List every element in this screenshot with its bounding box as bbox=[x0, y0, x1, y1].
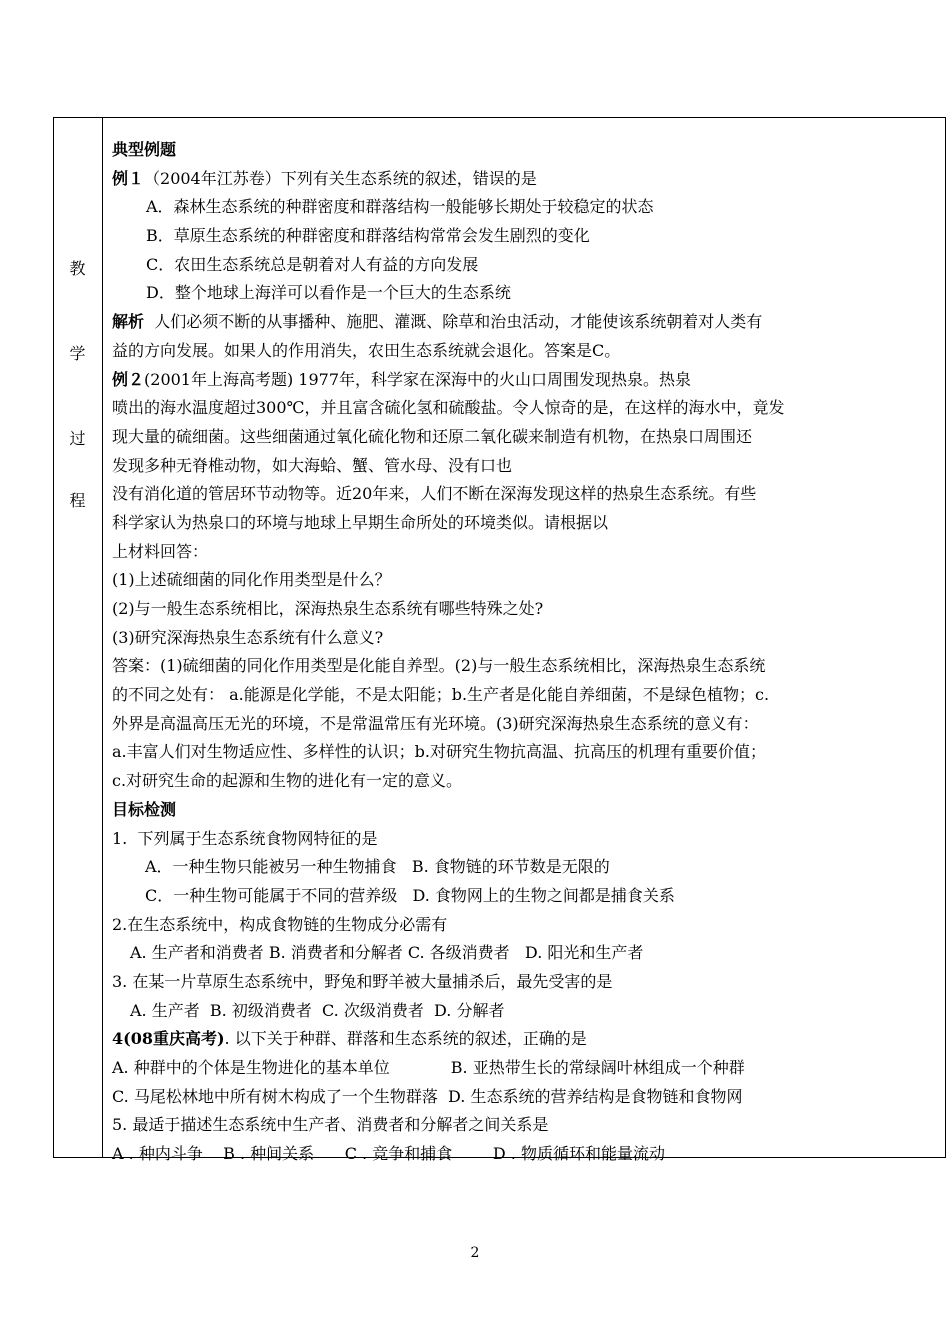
example-2-line: (1)上述硫细菌的同化作用类型是什么？ bbox=[112, 570, 391, 590]
question-4-stem: 4(08重庆高考). 以下关于种群、群落和生态系统的叙述，正确的是 bbox=[112, 1029, 587, 1049]
analysis-label: 解析 bbox=[112, 312, 145, 332]
question-4-options: A. 种群中的个体是生物进化的基本单位 B. 亚热带生长的常绿阔叶林组成一个种群 bbox=[112, 1058, 745, 1077]
question-1-options: A．一种生物只能被另一种生物捕食 B. 食物链的环节数是无限的 bbox=[145, 857, 610, 877]
example-2-line: 上材料回答： bbox=[112, 541, 209, 561]
lesson-content bbox=[112, 136, 884, 1169]
example-label: 例１ bbox=[112, 168, 145, 188]
option-line: C．农田生态系统总是朝着对人有益的方向发展 bbox=[146, 254, 479, 274]
option-line: D．整个地球上海洋可以看作是一个巨大的生态系统 bbox=[146, 283, 511, 303]
question-1-options: C．一种生物可能属于不同的营养级 D. 食物网上的生物之间都是捕食关系 bbox=[145, 885, 675, 905]
answer-line: a.丰富人们对生物适应性、多样性的认识；b.对研究生物抗高温、抗高压的机理有重要价值； bbox=[112, 742, 766, 762]
example-2-line: 喷出的海水温度超过300℃，并且富含硫化氢和硫酸盐。令人惊奇的是，在这样的海水中，竟发 bbox=[112, 398, 785, 418]
side-label-char: 过 bbox=[69, 429, 86, 448]
analysis-line: 解析 人们必须不断的从事播种、施肥、灌溉、除草和治虫活动，才能使该系统朝着对人类有 bbox=[112, 312, 763, 332]
question-5-options: A . 种内斗争 B . 种间关系 C . 竞争和捕食 D . 物质循环和能量流动 bbox=[112, 1144, 665, 1164]
answer-line: 的不同之处有： a.能源是化学能，不是太阳能；b.生产者是化能自养细菌，不是绿色植物；c. bbox=[112, 685, 770, 705]
example-2-line: 现大量的硫细菌。这些细菌通过氧化硫化物和还原二氧化碳来制造有机物，在热泉口周围还 bbox=[112, 426, 753, 446]
question-4-label: 4(08重庆高考) bbox=[112, 1029, 225, 1049]
answer-line: c.对研究生命的起源和生物的进化有一定的意义。 bbox=[112, 771, 463, 791]
question-5-stem: 5. 最适于描述生态系统中生产者、消费者和分解者之间关系是 bbox=[112, 1115, 549, 1135]
example-label: 例２ bbox=[112, 369, 145, 389]
example-2-line: (2)与一般生态系统相比，深海热泉生态系统有哪些特殊之处? bbox=[112, 599, 544, 618]
example-1-question: 例１（2004年江苏卷）下列有关生态系统的叙述，错误的是 bbox=[112, 168, 537, 188]
side-label-char: 学 bbox=[69, 344, 86, 363]
question-2-options: A. 生产者和消费者 B. 消费者和分解者 C. 各级消费者 D. 阳光和生产者 bbox=[130, 943, 644, 963]
column-divider bbox=[102, 117, 103, 1158]
section-heading-test: 目标检测 bbox=[112, 799, 177, 819]
question-3-options: A. 生产者 B. 初级消费者 C. 次级消费者 D. 分解者 bbox=[130, 1000, 505, 1020]
answer-line: 答案：(1)硫细菌的同化作用类型是化能自养型。(2)与一般生态系统相比，深海热泉生态系统 bbox=[112, 656, 766, 676]
question-3-stem: 3. 在某一片草原生态系统中，野兔和野羊被大量捕杀后，最先受害的是 bbox=[112, 971, 613, 991]
option-line: A．森林生态系统的种群密度和群落结构一般能够长期处于较稳定的状态 bbox=[146, 197, 654, 217]
example-2-line: 没有消化道的管居环节动物等。近20年来，人们不断在深海发现这样的热泉生态系统。有些 bbox=[112, 484, 757, 504]
answer-line: 外界是高温高压无光的环境，不是常温常压有光环境。(3)研究深海热泉生态系统的意义有： bbox=[112, 713, 759, 733]
option-line: B．草原生态系统的种群密度和群落结构常常会发生剧烈的变化 bbox=[146, 226, 590, 246]
side-label-char: 教 bbox=[69, 259, 86, 278]
question-1-stem: 1. 下列属于生态系统食物网特征的是 bbox=[112, 828, 378, 848]
side-label-char: 程 bbox=[69, 491, 86, 510]
question-4-options: C. 马尾松林地中所有树木构成了一个生物群落 D. 生态系统的营养结构是食物链和食物网 bbox=[112, 1086, 743, 1106]
example-2-line: 发现多种无脊椎动物，如大海蛤、蟹、管水母、没有口也 bbox=[112, 455, 513, 475]
example-2-line: 科学家认为热泉口的环境与地球上早期生命所处的环境类似。请根据以 bbox=[112, 512, 609, 532]
example-2-line: 例２(2001年上海高考题) 1977年，科学家在深海中的火山口周围发现热泉。热泉 bbox=[112, 369, 692, 389]
analysis-line: 益的方向发展。如果人的作用消失，农田生态系统就会退化。答案是C。 bbox=[112, 340, 621, 360]
page-number: 2 bbox=[470, 1245, 480, 1261]
question-2-stem: 2.在生态系统中，构成食物链的生物成分必需有 bbox=[112, 914, 448, 934]
section-heading-examples: 典型例题 bbox=[112, 140, 177, 159]
example-2-line: (3)研究深海热泉生态系统有什么意义? bbox=[112, 627, 384, 647]
